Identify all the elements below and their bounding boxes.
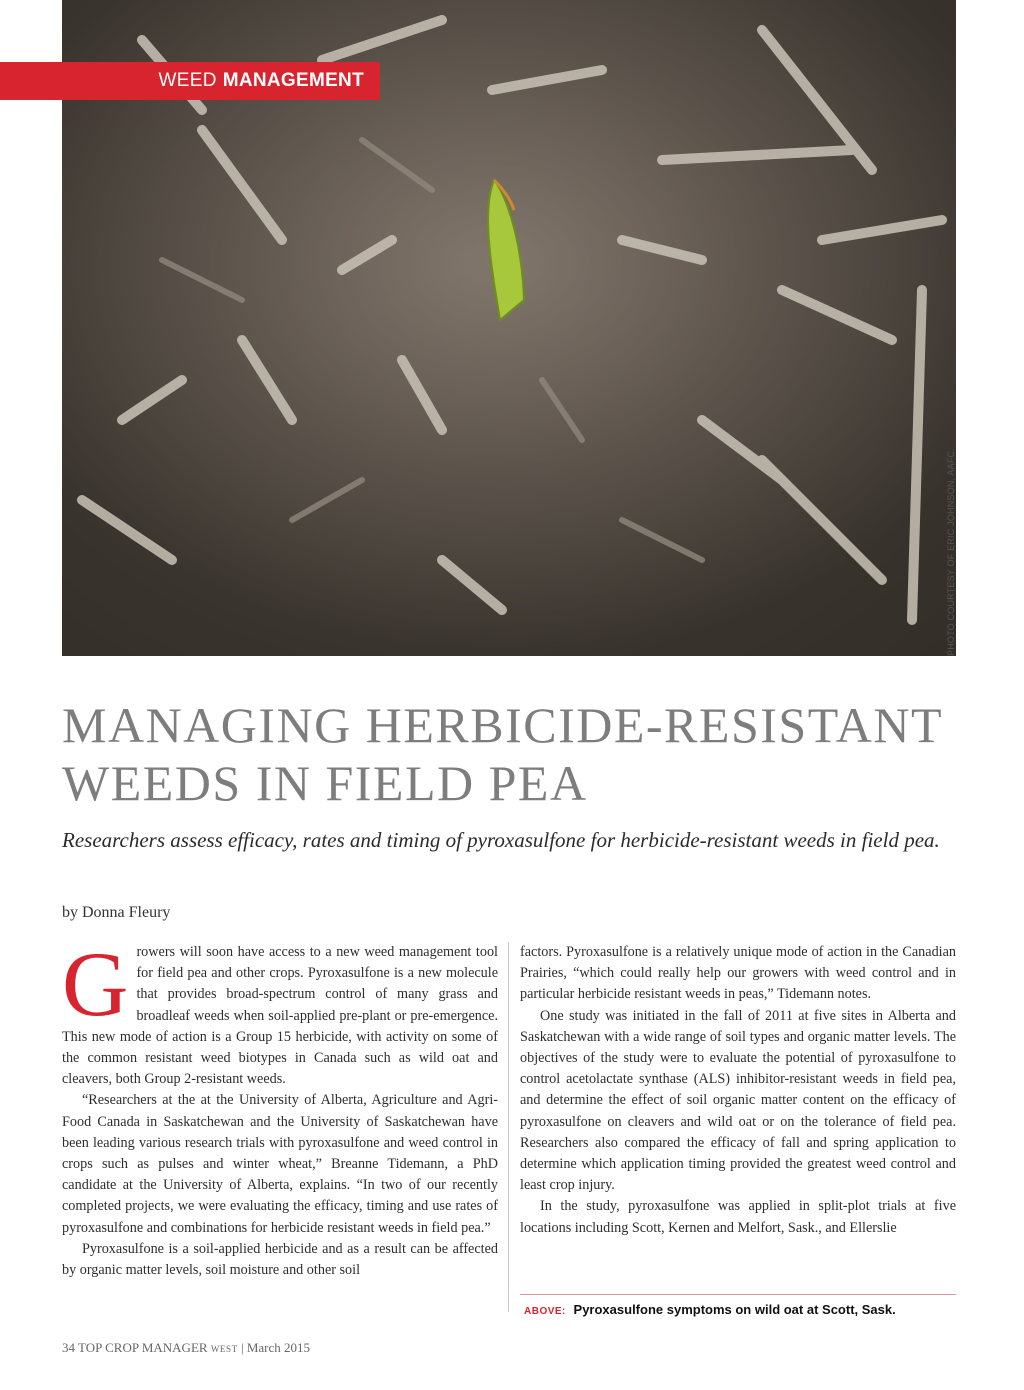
caption-label: ABOVE: [524,1306,566,1317]
paragraph [62,933,498,1090]
photo-credit: PHOTO COURTESY OF ERIC JOHNSON, AAFC. [946,448,956,656]
paragraph: In the study, pyroxasulfone was applied in split-plot trials at five locations including Scott, Kernen and Melfort, Sask., and Ellerslie [520,1198,956,1236]
section-tag-light: WEED [158,70,217,91]
column-divider [508,942,509,1312]
body-column-left [62,933,498,1281]
body-column-right [520,942,956,1239]
paragraph: Pyroxasulfone is a soil-applied herbicide and as a result can be affected by organic matter levels, soil moisture and other soil [62,1240,498,1279]
article-headline: MANAGING HERBICIDE-RESISTANT WEEDS IN FIELD PEA [62,697,943,811]
page-number: 34 [62,1340,75,1355]
magazine-edition: WEST [210,1344,238,1354]
caption-rule [520,1294,956,1295]
issue-date: March 2015 [246,1340,311,1355]
page-footer [62,1340,310,1356]
magazine-name: TOP CROP MANAGER [78,1340,208,1355]
photo-caption [524,1302,896,1317]
footer-separator: | [240,1340,244,1355]
paragraph: One study was initiated in the fall of 2011 at five sites in Alberta and Saskatchewan with a wide range of soil types and organic matter levels. The objectives of the study were to evaluate the potential of pyroxasulfone to control acetolactate synthase (ALS) inhibitor-resistant weeds in field pea, and determine the effect of soil organic matter content on the efficacy of pyroxasulfone on cleavers and wild oat or on the tolerance of field pea. Researchers also compared the efficacy of fall and spring application to determine which application timing provided the greatest weed control and least crop injury. [520,1007,956,1194]
section-tag [0,62,380,100]
article-deck: Researchers assess efficacy, rates and timing of pyroxasulfone for herbicide-resistant weeds in field pea. [62,828,940,852]
byline: by Donna Fleury [62,904,171,921]
caption-text: Pyroxasulfone symptoms on wild oat at Scott, Sask. [573,1302,896,1317]
paragraph: factors. Pyroxasulfone is a relatively unique mode of action in the Canadian Prairies, “which could really help our growers with weed control and in particular herbicide resistant weeds in peas,” Tidemann notes. [520,944,956,1003]
paragraph-text: rowers will soon have access to a new weed management tool for field pea and other crops. Pyroxasulfone is a new molecule that provides broad-spectrum control of many grass and broadleaf weeds when soil-applied pre-plant or pre-emergence. This new mode of action is a Group 15 herbicide, with activity on some of the common resistant weed biotypes in Canada such as wild oat and cleavers, both Group 2-resistant weeds. [62,944,498,1088]
paragraph: “Researchers at the at the University of Alberta, Agriculture and Agri-Food Canada in Saskatchewan and the University of Saskatchewan have been leading various research trials with pyroxasulfone and weed control in crops such as pulses and winter wheat,” Breanne Tidemann, a PhD candidate at the University of Alberta, explains. “In two of our recently completed projects, we were evaluating the efficacy, timing and use rates of pyroxasulfone and combinations for herbicide resistant weeds in field pea.” [62,1092,498,1236]
section-tag-bold: MANAGEMENT [222,70,364,91]
drop-cap: G [62,933,129,1035]
